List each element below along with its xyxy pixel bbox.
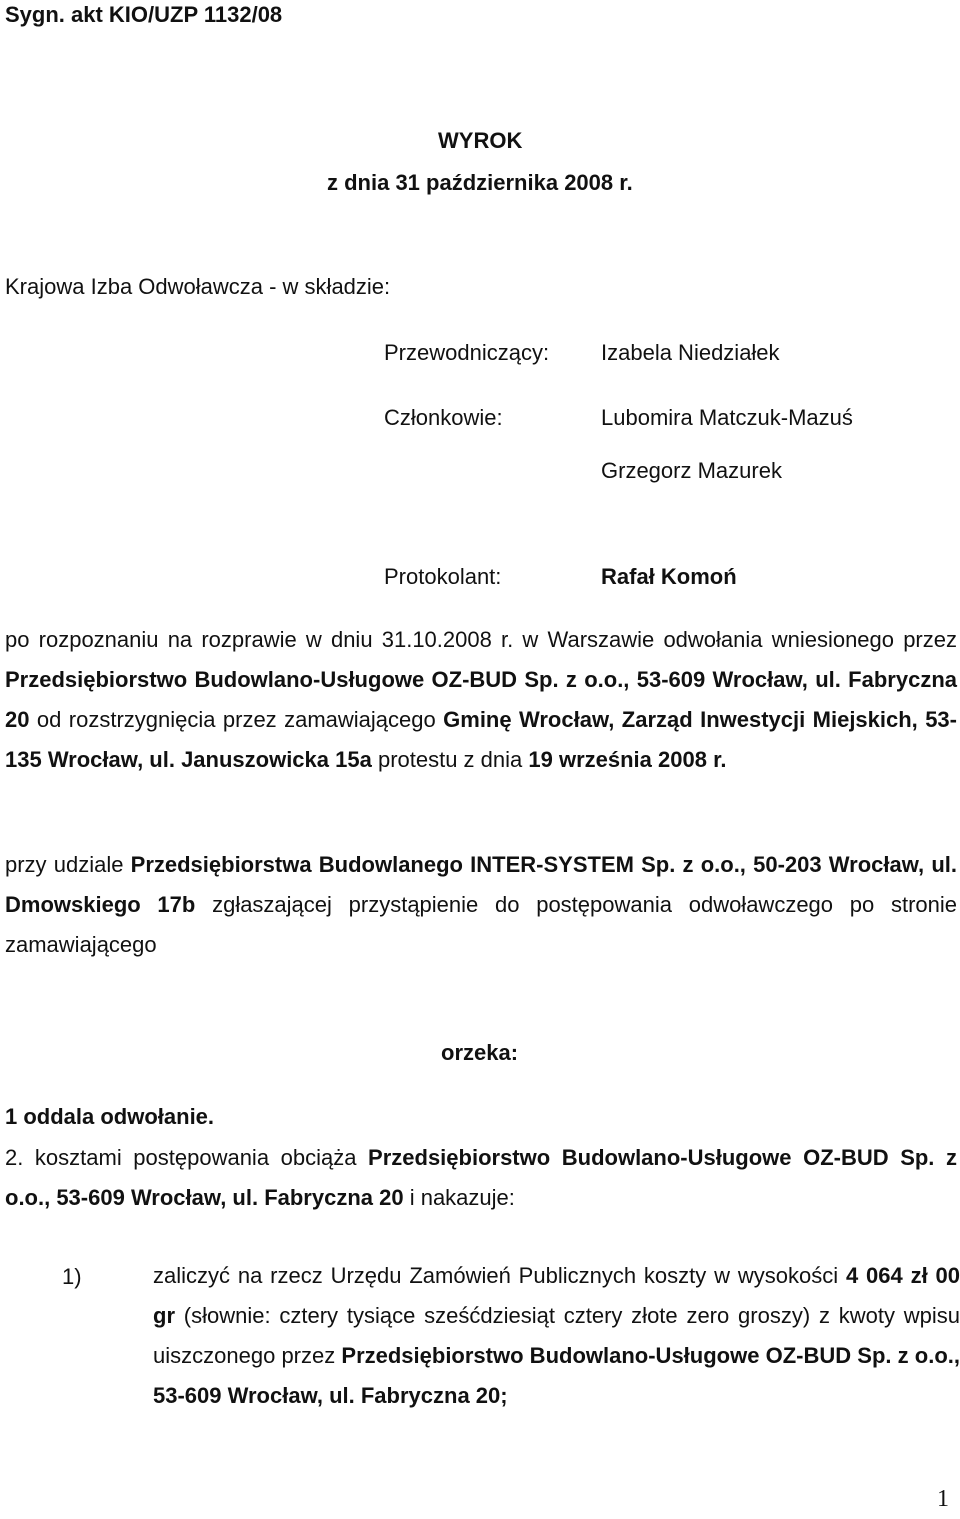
appeal-paragraph: po rozpoznaniu na rozprawie w dniu 31.10.2008 r. w Warszawie odwołania wniesionego przez Przedsiębiorstwo Budowlano-Usługowe OZ-BUD Sp. z o.o., 53-609 Wrocław, ul. Fabryczna 20 od rozstrzygnięcia przez zamawiającego Gminę Wrocław, Zarząd Inwestycji Miejskich, 53-135 Wrocław, ul. Januszowicka 15a protestu z dnia 19 września 2008 r. <box>5 627 957 772</box>
members-label: Członkowie: <box>384 405 503 430</box>
ruling-item-1: 1 oddala odwołanie. <box>5 1104 215 1129</box>
chair-name: Izabela Niedziałek <box>601 340 780 365</box>
ruling-heading: orzeka: <box>441 1040 519 1065</box>
case-signature: Sygn. akt KIO/UZP 1132/08 <box>5 2 283 27</box>
subitem-number: 1) <box>62 1264 82 1289</box>
participation-paragraph: przy udziale Przedsiębiorstwa Budowlanego INTER-SYSTEM Sp. z o.o., 50-203 Wrocław, ul. Dmowskiego 17b zgłaszającej przystąpienie do postępowania odwoławczego po stronie zamawiającego <box>5 852 957 957</box>
composition-intro: Krajowa Izba Odwoławcza - w składzie: <box>5 274 391 299</box>
judgment-date: z dnia 31 października 2008 r. <box>327 170 633 195</box>
clerk-label: Protokolant: <box>384 564 502 589</box>
chair-label: Przewodniczący: <box>384 340 550 365</box>
document-title: WYROK <box>438 128 523 153</box>
member-name: Lubomira Matczuk-Mazuś <box>601 405 853 430</box>
page-number: 1 <box>937 1486 949 1512</box>
clerk-name: Rafał Komoń <box>601 564 737 589</box>
ruling-item-2: 2. kosztami postępowania obciąża Przedsiębiorstwo Budowlano-Usługowe OZ-BUD Sp. z o.o., 53-609 Wrocław, ul. Fabryczna 20 i nakazuje: <box>5 1145 957 1210</box>
subitem-text: zaliczyć na rzecz Urzędu Zamówień Publicznych koszty w wysokości 4 064 zł 00 gr (słownie: cztery tysiące sześćdziesiąt cztery złote zero groszy) z kwoty wpisu uiszczonego przez Przedsiębiorstwo Budowlano-Usługowe OZ-BUD Sp. z o.o., 53-609 Wrocław, ul. Fabryczna 20; <box>153 1263 960 1408</box>
member-name: Grzegorz Mazurek <box>601 458 782 483</box>
